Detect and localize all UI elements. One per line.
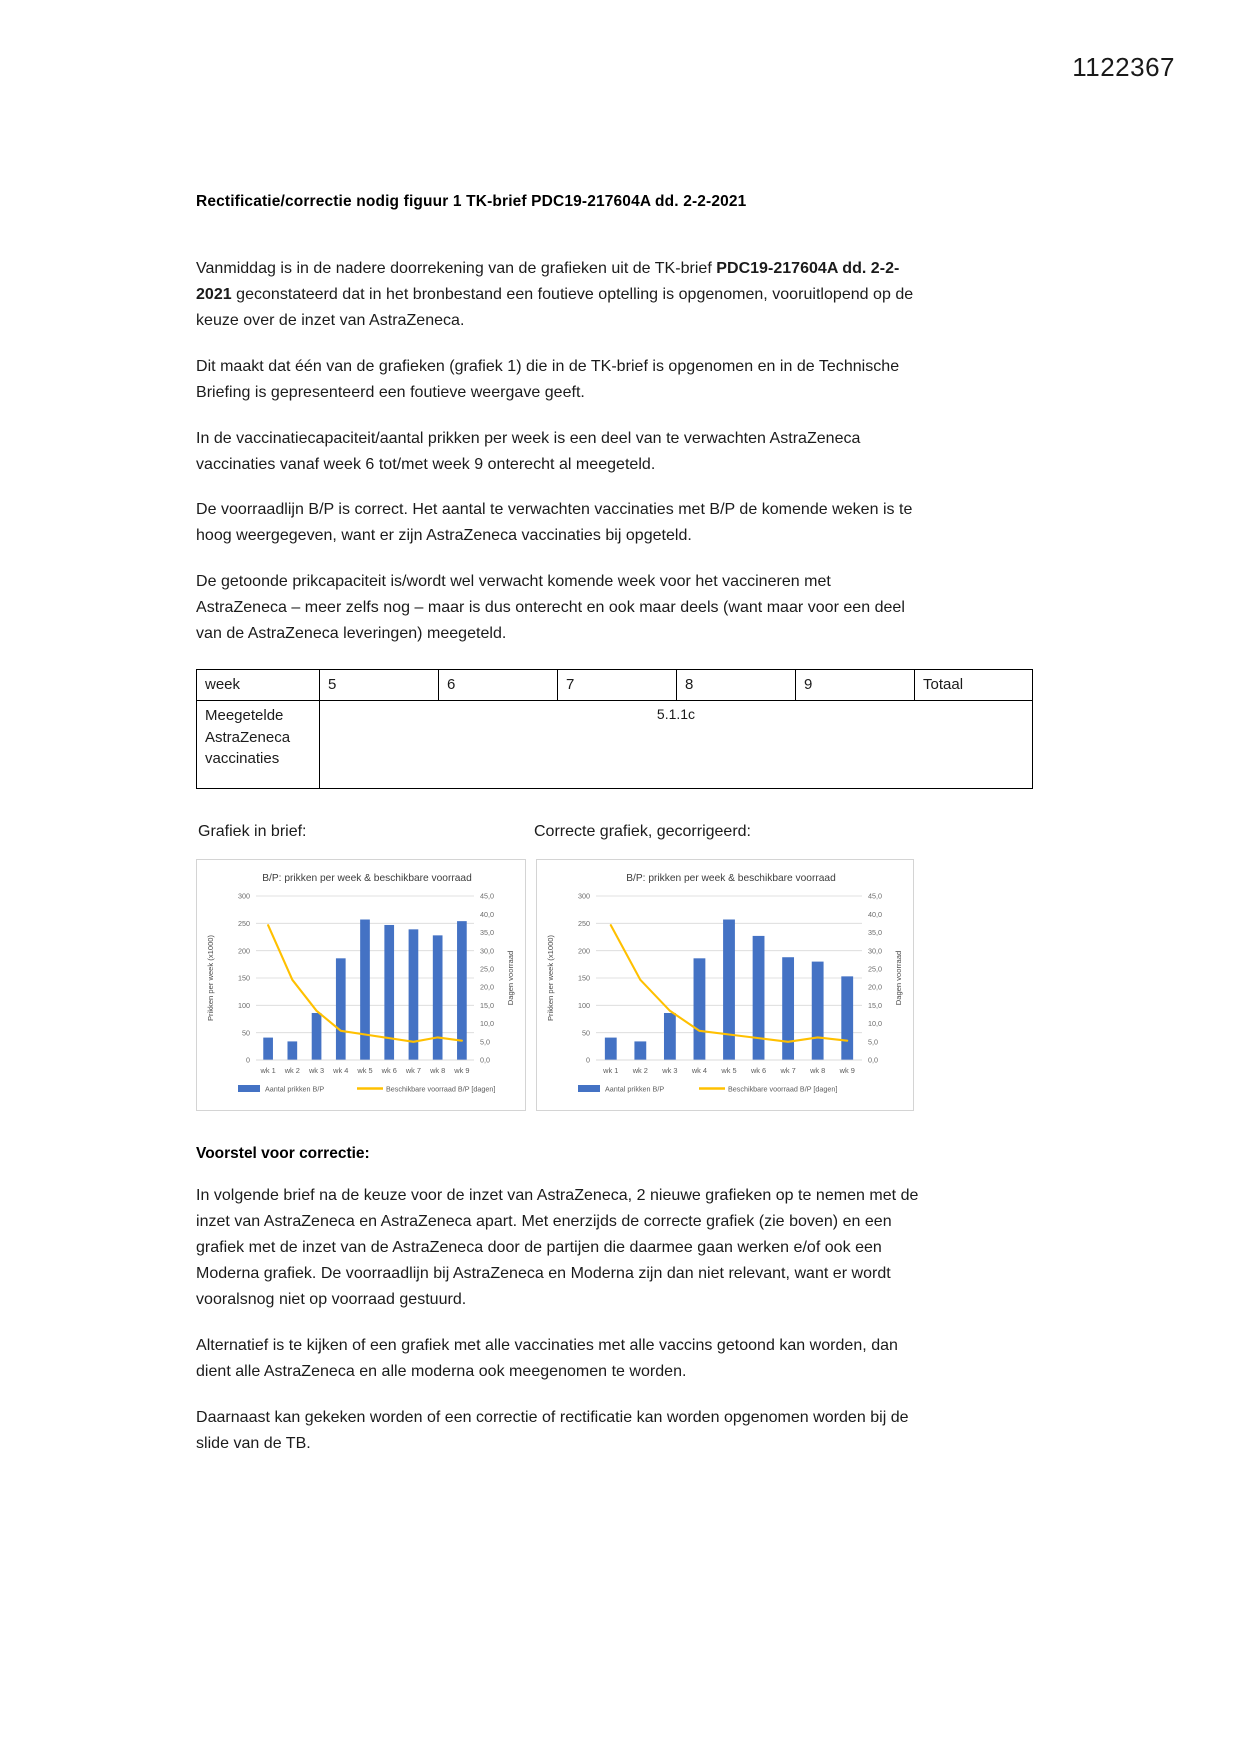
svg-text:Prikken per week (x1000): Prikken per week (x1000): [546, 935, 555, 1022]
svg-text:50: 50: [242, 1028, 250, 1038]
table-row: [197, 701, 1033, 789]
charts-row: [196, 859, 924, 1111]
svg-text:Beschikbare voorraad B/P [dage: Beschikbare voorraad B/P [dagen]: [728, 1084, 838, 1094]
svg-text:200: 200: [238, 946, 250, 956]
table-header-wk6: 6: [439, 670, 558, 701]
proposal-paragraph-1: In volgende brief na de keuze voor de inzet van AstraZeneca, 2 nieuwe grafieken op te nemen met de inzet van AstraZeneca en AstraZeneca apart. Met enerzijds de correcte grafiek (zie boven) en een grafiek met de inzet van de AstraZeneca door de partijen die daarmee gaan werken e/of ook een Moderna grafiek. De voorraadlijn bij AstraZeneca en Moderna zijn dan niet relevant, want er wordt vooralsnog niet op voorraad gestuurd.: [196, 1187, 919, 1308]
table-header-wk8: 8: [677, 670, 796, 701]
document-number-stamp: 1122367: [1072, 52, 1175, 82]
svg-text:5,0: 5,0: [480, 1037, 490, 1047]
paragraph-intro: Vanmiddag is in de nadere doorrekening van de grafieken uit de TK-brief PDC19-217604A dd. 2-2-2021 geconstateerd dat in het bronbestand een foutieve optelling is opgenomen, vooruitlopend op de keuze over de inzet van AstraZeneca.: [196, 260, 914, 329]
proposal-paragraph-3: Daarnaast kan gekeken worden of een correctie of rectificatie kan worden opgenomen worden bij de slide van de TB.: [196, 1408, 909, 1452]
chart-in-brief: [196, 859, 526, 1111]
document-body: [196, 192, 964, 1476]
svg-text:Beschikbare voorraad B/P [dage: Beschikbare voorraad B/P [dagen]: [386, 1084, 496, 1094]
table-header-wk5: 5: [320, 670, 439, 701]
chart-captions: [196, 823, 924, 853]
svg-text:300: 300: [578, 891, 590, 901]
svg-text:10,0: 10,0: [868, 1019, 882, 1029]
paragraph-prikcapaciteit: De getoonde prikcapaciteit is/wordt wel verwacht komende week voor het vaccineren met AstraZeneca – meer zelfs nog – maar is dus onterecht en ook maar deels (want maar voor een deel van de AstraZeneca leveringen) meegeteld.: [196, 573, 905, 643]
proposal-paragraph-2: Alternatief is te kijken of een grafiek met alle vaccinaties met alle vaccins getoond kan worden, dan dient alle AstraZeneca en alle moderna ook meegenomen te worden.: [196, 1336, 898, 1380]
svg-text:B/P: prikken per week & beschi: B/P: prikken per week & beschikbare voorraad: [262, 873, 472, 885]
svg-text:wk 7: wk 7: [405, 1066, 422, 1076]
svg-text:wk 3: wk 3: [662, 1066, 678, 1076]
svg-text:Prikken per week (x1000): Prikken per week (x1000): [206, 935, 215, 1022]
svg-text:wk 5: wk 5: [721, 1066, 737, 1076]
meegetelde-astrazeneca-table: [196, 669, 1033, 789]
svg-text:wk 4: wk 4: [333, 1066, 349, 1076]
svg-text:5,0: 5,0: [868, 1037, 878, 1047]
table-header-week: week: [197, 670, 320, 701]
svg-text:150: 150: [238, 973, 250, 983]
svg-text:wk 6: wk 6: [381, 1066, 397, 1076]
svg-text:25,0: 25,0: [868, 964, 882, 974]
svg-text:wk 2: wk 2: [284, 1066, 300, 1076]
chart-corrected-svg: [542, 866, 908, 1106]
svg-text:100: 100: [578, 1001, 590, 1011]
proposal-heading: Voorstel voor correctie:: [196, 1145, 370, 1163]
week-table-wrapper: [196, 669, 964, 789]
paragraph-grafiek-fout: Dit maakt dat één van de grafieken (grafiek 1) die in de TK-brief is opgenomen en in de Technische Briefing is gepresenteerd een foutieve weergave geeft.: [196, 357, 900, 401]
svg-text:wk 8: wk 8: [810, 1066, 826, 1076]
svg-text:40,0: 40,0: [480, 910, 494, 920]
svg-text:wk 5: wk 5: [357, 1066, 373, 1076]
svg-text:0: 0: [246, 1055, 250, 1065]
svg-text:wk 3: wk 3: [308, 1066, 325, 1076]
caption-chart-in-brief: Grafiek in brief:: [198, 823, 307, 841]
svg-text:10,0: 10,0: [480, 1019, 494, 1029]
svg-text:0,0: 0,0: [480, 1055, 490, 1065]
svg-text:Dagen voorraad: Dagen voorraad: [506, 951, 515, 1006]
svg-text:35,0: 35,0: [868, 928, 882, 938]
svg-text:15,0: 15,0: [480, 1001, 494, 1011]
svg-text:200: 200: [578, 946, 590, 956]
svg-text:45,0: 45,0: [868, 891, 882, 901]
svg-text:20,0: 20,0: [480, 983, 494, 993]
svg-text:wk 7: wk 7: [780, 1066, 796, 1076]
svg-text:B/P: prikken per week & beschi: B/P: prikken per week & beschikbare voorraad: [626, 873, 836, 885]
chart-in-brief-svg: [202, 866, 520, 1106]
table-row-label: Meegetelde AstraZeneca vaccinaties: [197, 701, 320, 789]
svg-text:45,0: 45,0: [480, 891, 494, 901]
svg-text:wk 2: wk 2: [632, 1066, 648, 1076]
svg-text:Aantal prikken B/P: Aantal prikken B/P: [265, 1084, 325, 1094]
redacted-cell: 5.1.1c: [320, 701, 1033, 789]
svg-text:40,0: 40,0: [868, 910, 882, 920]
svg-text:35,0: 35,0: [480, 928, 494, 938]
page-title: Rectificatie/correctie nodig figuur 1 TK-brief PDC19-217604A dd. 2-2-2021: [196, 193, 747, 210]
svg-text:100: 100: [238, 1001, 250, 1011]
svg-text:wk 9: wk 9: [454, 1066, 470, 1076]
svg-text:250: 250: [578, 919, 590, 929]
svg-text:150: 150: [578, 973, 590, 983]
table-header-totaal: Totaal: [915, 670, 1033, 701]
table-header-row: [197, 670, 1033, 701]
table-header-wk9: 9: [796, 670, 915, 701]
svg-text:wk 9: wk 9: [839, 1066, 855, 1076]
table-header-wk7: 7: [558, 670, 677, 701]
svg-text:300: 300: [238, 891, 250, 901]
svg-text:30,0: 30,0: [480, 946, 494, 956]
paragraph-voorraadlijn: De voorraadlijn B/P is correct. Het aantal te verwachten vaccinaties met B/P de komende weken is te hoog weergegeven, want er zijn AstraZeneca vaccinaties bij opgeteld.: [196, 501, 913, 545]
svg-text:Aantal prikken B/P: Aantal prikken B/P: [605, 1084, 665, 1094]
svg-text:0: 0: [586, 1055, 590, 1065]
svg-text:50: 50: [582, 1028, 590, 1038]
svg-text:wk 8: wk 8: [430, 1066, 446, 1076]
caption-chart-corrected: Correcte grafiek, gecorrigeerd:: [534, 823, 751, 841]
svg-text:wk 6: wk 6: [750, 1066, 767, 1076]
svg-text:20,0: 20,0: [868, 983, 882, 993]
svg-text:25,0: 25,0: [480, 964, 494, 974]
svg-text:wk 4: wk 4: [691, 1066, 708, 1076]
svg-text:0,0: 0,0: [868, 1055, 878, 1065]
svg-text:wk 1: wk 1: [260, 1066, 276, 1076]
svg-text:250: 250: [238, 919, 250, 929]
svg-text:wk 1: wk 1: [603, 1066, 619, 1076]
svg-text:30,0: 30,0: [868, 946, 882, 956]
paragraph-capaciteit: In de vaccinatiecapaciteit/aantal prikken per week is een deel van te verwachten AstraZeneca vaccinaties vanaf week 6 tot/met week 9 onterecht al meegeteld.: [196, 429, 861, 473]
svg-text:15,0: 15,0: [868, 1001, 882, 1011]
svg-text:Dagen voorraad: Dagen voorraad: [894, 951, 903, 1006]
chart-corrected: [536, 859, 914, 1111]
